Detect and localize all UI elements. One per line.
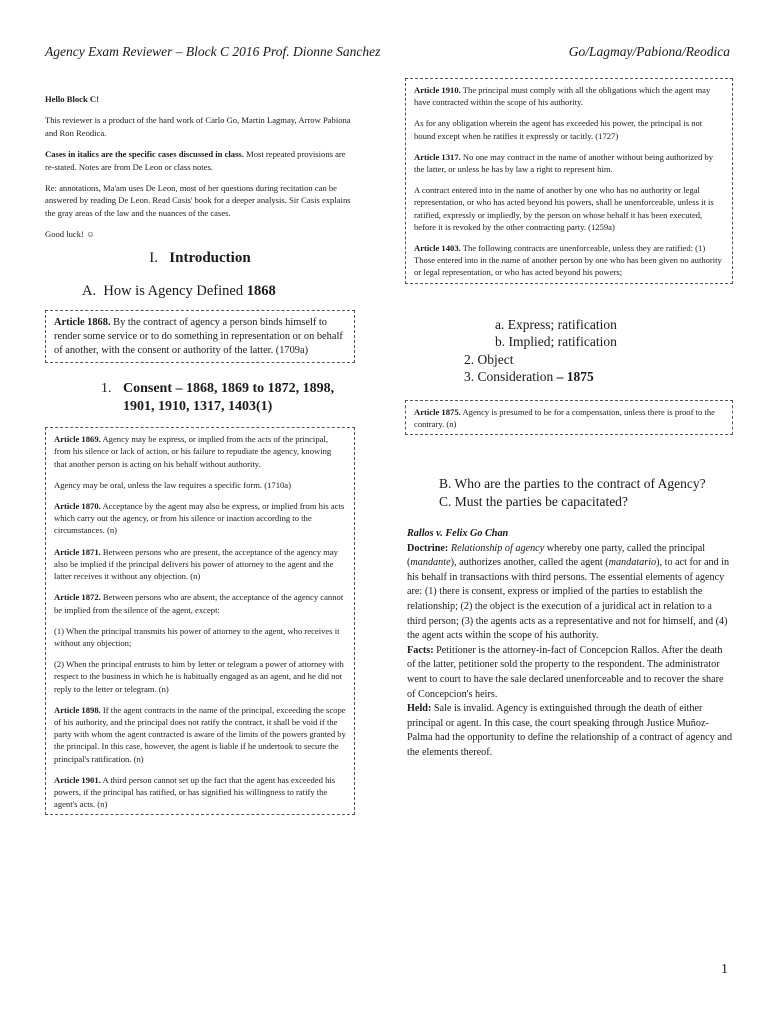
sublist-item-express: a. Express; ratification <box>495 316 617 332</box>
article-text: If the agent contracts in the name of the principal, exceeding the scope of his authority, and the principal does not ratify the contract, it shall be void if the party with whom the agent contracted is aware of the limits of the powers granted by the principal. In this case, however, the agent is liable if he undertook to secure the principal's ratification. (n) <box>54 704 346 764</box>
cases-note <box>45 148 355 173</box>
cases-note-bold: Cases in italics are the specific cases discussed in class. <box>45 149 244 160</box>
doctrine-italic: Relationship of agency <box>450 542 545 554</box>
article-text: (1) When the principal transmits his power of attorney to the agent, who receives it without any objection; <box>54 625 340 648</box>
article-text: The following contracts are unenforceable, unless they are ratified: (1) Those entered into in the name of another person by one who has been given no authority or legal representation, or who has acted beyond his powers; <box>414 243 722 278</box>
article-text: Between persons who are present, the acceptance of the agency may also be implied if the principal delivers his power of attorney to the agent and the latter receives it without any objection. (n) <box>54 546 338 582</box>
consent-articles-box <box>45 427 355 815</box>
header-left: Agency Exam Reviewer – Block C 2016 Prof. Dionne Sanchez <box>45 44 381 59</box>
article-text: A contract entered into in the name of another by one who has no authority or legal representation, or who has acted beyond his powers, shall be unenforceable, unless it is ratified, expressly or impliedly, by the person on whose behalf it has been executed, before it is revoked by the other contracting party. (1259a) <box>414 185 714 232</box>
list-item-object: 2. Object <box>464 351 514 367</box>
page-number: 1 <box>721 962 728 977</box>
section-heading-introduction <box>45 250 355 272</box>
intro <box>45 93 355 241</box>
article-paragraph <box>54 546 346 583</box>
article-label: Article 1872. <box>54 592 101 603</box>
good-luck: Good luck! ☺ <box>45 229 95 240</box>
doctrine-text-a: whereby one party, called the principal ( <box>407 542 706 569</box>
held-label: Held: <box>407 703 432 715</box>
article-text: Between persons who are absent, the acceptance of the agency cannot be implied from the silence of the agent, except: <box>54 592 344 615</box>
case-digest <box>405 527 733 761</box>
article-label: Article 1875. <box>414 406 461 417</box>
article-label: Article 1870. <box>54 501 101 512</box>
article-paragraph <box>54 479 346 491</box>
doctrine-label: Doctrine: <box>407 542 449 554</box>
article-label: Article 1901. <box>54 774 101 785</box>
subsection-heading-a <box>82 283 355 300</box>
section-title: Introduction <box>169 249 251 266</box>
article-text: Agency is presumed to be for a compensation, unless there is proof to the contrary. (n) <box>414 406 715 429</box>
cases-note-rest: Most repeated provisions are re-stated. Notes are from De Leon or class notes. <box>45 149 346 172</box>
article-text: Acceptance by the agent may also be express, or implied from his acts which carry out the agency, or from his silence or inaction according to the circumstances. (n) <box>54 501 345 536</box>
article-label: Article 1871. <box>54 546 101 557</box>
left-column <box>45 93 355 815</box>
mandante-term: mandante <box>410 557 451 569</box>
article-label: Article 1898. <box>54 704 101 715</box>
article-label: Article 1403. <box>414 243 461 254</box>
annotations-note: Re: annotations, Ma'am uses De Leon, most of her questions during recitation can be answered by reading De Leon. Read Casis' book for a deeper analysis. Sir Casis explains the gray areas of the law and the nuances of the cases. <box>45 183 351 218</box>
consent-heading <box>101 380 355 416</box>
article-1868 <box>54 316 346 359</box>
article-1875 <box>414 406 724 430</box>
article-label: Article 1910. <box>414 85 461 95</box>
article-text: As for any obligation wherein the agent has exceeded his power, the principal is not bound except when he ratifies it expressly or tacitly. (1727) <box>414 118 703 141</box>
article-paragraph <box>414 151 724 175</box>
question-b: B. Who are the parties to the contract of Agency? <box>439 476 706 492</box>
article-paragraph <box>54 658 346 695</box>
article-text: (2) When the principal entrusts to him by letter or telegram a power of attorney with respect to the business in which he is habitually engaged as an agent, and he did not reply to the letter or telegram. (n) <box>54 659 344 694</box>
mandatario-term: mandatario <box>608 557 657 569</box>
article-label: Article 1869. <box>54 434 101 445</box>
consent-title: Consent – 1868, 1869 to 1872, 1898, 1901, 1910, 1317, 1403(1) <box>123 381 335 415</box>
sublist-item-implied: b. Implied; ratification <box>495 334 617 350</box>
article-text: No one may contract in the name of another without being authorized by the latter, or unless he has by law a right to represent him. <box>414 151 714 175</box>
article-paragraph <box>54 591 346 615</box>
article-paragraph <box>414 117 724 141</box>
consent-sublist <box>405 316 733 386</box>
article-paragraph <box>54 500 346 537</box>
credits: This reviewer is a product of the hard work of Carlo Go, Martin Lagmay, Arrow Pabiona and Ron Reodica. <box>45 115 351 138</box>
article-1868-box <box>45 310 355 364</box>
consent-number: 1. <box>101 381 112 397</box>
consideration-ref: – 1875 <box>556 369 594 385</box>
facts-text: Petitioner is the attorney-in-fact of Concepcion Rallos. After the death of the latter, petitioner sold the property to the respondent. The administrator went to court to have the sale declared unenforceable and to recover the share of Concepcion's heirs. <box>407 644 724 700</box>
section-number: I. <box>149 249 159 266</box>
subsection-title: How is Agency Defined <box>103 282 247 299</box>
question-c: C. Must the parties be capacitated? <box>439 493 628 509</box>
right-column <box>405 78 733 761</box>
article-text: Agency may be express, or implied from the acts of the principal, from his silence or lack of action, or his failure to repudiate the agency, knowing that another person is acting on his behalf without authority. <box>54 434 332 469</box>
case-held <box>407 702 733 760</box>
article-paragraph <box>414 242 724 279</box>
subsection-letter: A. <box>82 282 97 299</box>
doctrine-text-c: ), to act for and in his behalf in transactions with third persons. The essential elements of agency are: (1) there is consent, express or implied of the parties to establish the relationship; (2) the object is the execution of a juridical act in relation to a third person; (3) the agents acts as a representative and not for himself, and (4) the agent acts within the scope of his authority. <box>407 557 730 642</box>
article-text: A third person cannot set up the fact that the agent has exceeded his powers, if the principal has ratified, or has signified his willingness to ratify the agent's acts. (n) <box>54 774 336 810</box>
article-paragraph <box>54 625 346 649</box>
held-text: Sale is invalid. Agency is extinguished through the death of either principal or agent. In this case, the court speaking through Justice Muñoz-Palma had the opportunity to define the relationship of a contract of agency and the elements thereof. <box>407 703 733 758</box>
article-text: By the contract of agency a person binds himself to render some service or to do something in representation or on behalf of another, with the consent or authority of the latter. (1709a) <box>54 316 343 357</box>
article-label: Article 1868. <box>54 316 111 328</box>
greeting: Hello Block C! <box>45 94 99 104</box>
subsection-ref: 1868 <box>246 282 276 299</box>
article-label: Article 1317. <box>414 151 461 162</box>
article-text: The principal must comply with all the obligations which the agent may have contracted within the scope of his authority. <box>414 85 711 108</box>
article-paragraph <box>54 704 346 765</box>
article-1875-box <box>405 400 733 435</box>
header-right: Go/Lagmay/Pabiona/Reodica <box>568 44 730 59</box>
article-text: Agency may be oral, unless the law requires a specific form. (1710a) <box>54 479 291 490</box>
doctrine-text-b: ), authorizes another, called the agent ( <box>450 557 609 569</box>
case-facts <box>407 644 733 702</box>
case-title: Rallos v. Felix Go Chan <box>407 528 509 540</box>
consideration-label: 3. Consideration <box>464 369 557 385</box>
case-doctrine <box>407 542 733 644</box>
questions <box>439 475 733 510</box>
ratification-articles-box <box>405 78 733 284</box>
list-item-consideration <box>405 368 733 386</box>
article-paragraph <box>414 84 724 108</box>
article-paragraph <box>414 184 724 233</box>
article-paragraph <box>54 774 346 811</box>
facts-label: Facts: <box>407 644 434 656</box>
article-paragraph <box>54 433 346 470</box>
